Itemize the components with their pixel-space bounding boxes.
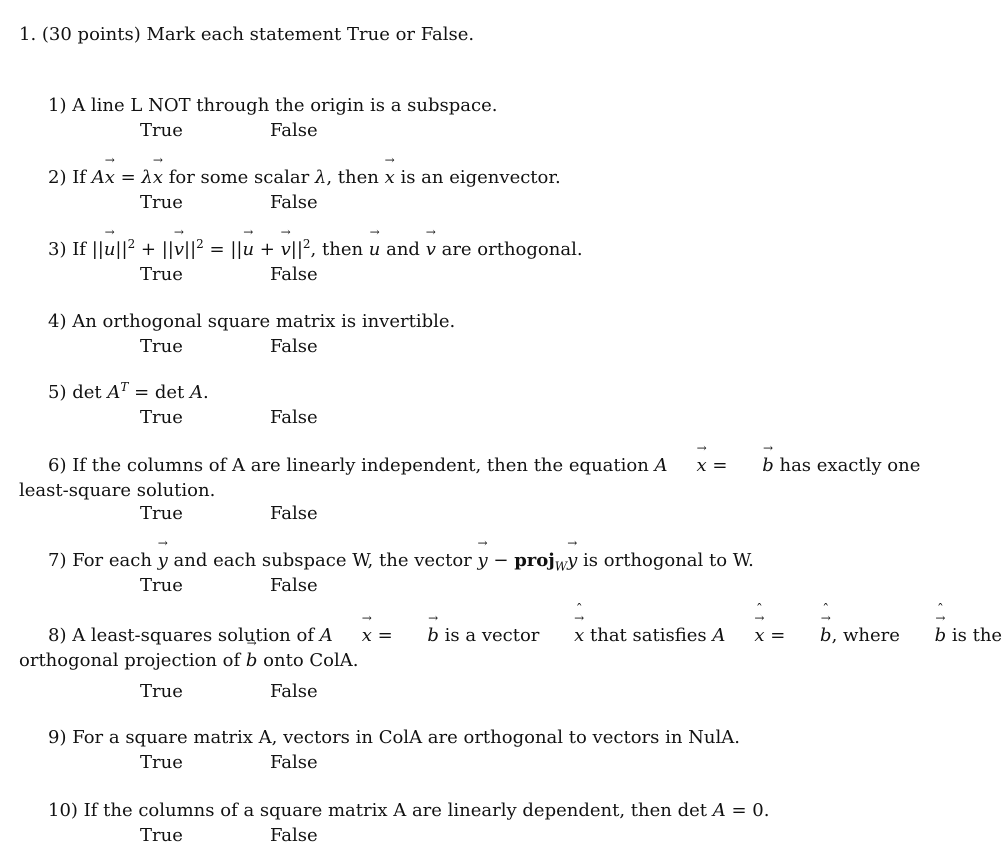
statement-5: 5) $\det A^T = \det A$. xyxy=(48,380,209,403)
statement-2-false-option[interactable]: False xyxy=(270,192,318,213)
statement-6-true-option[interactable]: True xyxy=(140,503,183,524)
statement-10: 10) If the columns of a square matrix A are linearly dependent, then det A = 0. xyxy=(48,800,770,821)
statement-1: 1) A line L NOT through the origin is a subspace. xyxy=(48,95,498,116)
statement-9-false-option[interactable]: False xyxy=(270,752,318,773)
statement-10-true-option[interactable]: True xyxy=(140,825,183,846)
statement-9: 9) For a square matrix A, vectors in ColA are orthogonal to vectors in NulA. xyxy=(48,727,740,748)
statement-10-false-option[interactable]: False xyxy=(270,825,318,846)
statement-9-true-option[interactable]: True xyxy=(140,752,183,773)
statement-5-true-option[interactable]: True xyxy=(140,407,183,428)
statement-4-true-option[interactable]: True xyxy=(140,336,183,357)
statement-4: 4) An orthogonal square matrix is invertible. xyxy=(48,311,456,332)
statement-8-false-option[interactable]: False xyxy=(270,681,318,702)
statement-1-false-option[interactable]: False xyxy=(270,120,318,141)
statement-8: 8) A least-squares solution of A x → = b → is a vector ˆ x → that satisfies Aˆ x → = ˆ b →, where ˆ b → is the orthogonal projection of b → onto ColA. xyxy=(19,623,818,673)
statement-6-false-option[interactable]: False xyxy=(270,503,318,524)
statement-3: 3) If $||u \to||^2 + ||v \to||^2 = ||u$ → + $v \to||^2$, then u → and v → are orthogonal. xyxy=(48,237,583,262)
statement-3-true-option[interactable]: True xyxy=(140,264,183,285)
statement-6: 6) If the columns of A are linearly independent, then the equation A x → = b → has exactly one least-square solution. xyxy=(19,453,818,503)
statement-2: 2) If Ax → = λx → for some scalar λ, then x → is an eigenvector. xyxy=(48,165,561,190)
statement-1-true-option[interactable]: True xyxy=(140,120,183,141)
statement-7-true-option[interactable]: True xyxy=(140,575,183,596)
statement-3-false-option[interactable]: False xyxy=(270,264,318,285)
statement-7: 7) For each y → and each subspace W, the vector y → − proj$_W$y → is orthogonal to W. xyxy=(48,548,754,573)
statement-5-false-option[interactable]: False xyxy=(270,407,318,428)
statement-4-false-option[interactable]: False xyxy=(270,336,318,357)
question-heading: 1. (30 points) Mark each statement True or False. xyxy=(19,24,475,45)
statement-7-false-option[interactable]: False xyxy=(270,575,318,596)
statement-2-true-option[interactable]: True xyxy=(140,192,183,213)
statement-8-true-option[interactable]: True xyxy=(140,681,183,702)
